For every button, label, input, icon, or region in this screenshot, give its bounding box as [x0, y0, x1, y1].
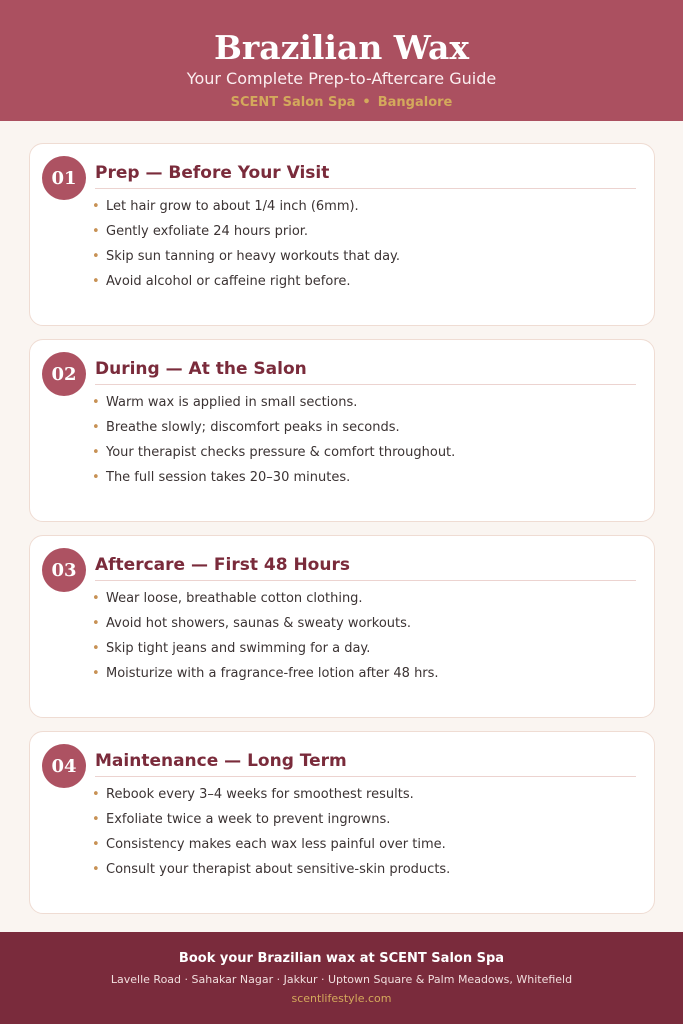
list-item-text: Avoid alcohol or caffeine right before.	[106, 274, 351, 289]
section-divider	[95, 384, 636, 385]
list-item	[92, 810, 450, 835]
location-list: Lavelle Road · Sahakar Nagar · Jakkur · Uptown Square & Palm Meadows, Whitefield	[110, 973, 573, 986]
list-item-text: The full session takes 20–30 minutes.	[106, 470, 351, 485]
list-item-text: Warm wax is applied in small sections.	[106, 395, 358, 410]
bullet-icon: •	[92, 616, 100, 631]
section-divider	[95, 188, 636, 189]
bullet-icon: •	[92, 224, 100, 239]
list-item-text: Breathe slowly; discomfort peaks in seconds.	[106, 420, 400, 435]
header-banner	[0, 0, 683, 121]
list-item	[92, 272, 400, 297]
brand-line	[0, 94, 683, 112]
list-item	[92, 664, 439, 689]
bullet-icon: •	[92, 199, 100, 214]
list-item-text: Avoid hot showers, saunas & sweaty workouts.	[106, 616, 412, 631]
bullet-icon: •	[92, 666, 100, 681]
section-divider	[95, 776, 636, 777]
step-number-badge: 01	[42, 156, 86, 200]
list-item-text: Let hair grow to about 1/4 inch (6mm).	[106, 199, 359, 214]
section-card-maintenance	[29, 731, 655, 914]
bullet-icon: •	[92, 862, 100, 877]
bullet-icon: •	[92, 470, 100, 485]
bullet-icon: •	[92, 641, 100, 656]
list-item-text: Consult your therapist about sensitive-skin products.	[106, 862, 451, 877]
footer-banner	[0, 932, 683, 1024]
bullet-icon: •	[92, 420, 100, 435]
step-number-badge: 03	[42, 548, 86, 592]
list-item-text: Moisturize with a fragrance-free lotion after 48 hrs.	[106, 666, 439, 681]
list-item	[92, 639, 439, 664]
bullet-icon: •	[92, 249, 100, 264]
list-item	[92, 860, 450, 885]
list-item	[92, 247, 400, 272]
list-item-text: Your therapist checks pressure & comfort throughout.	[106, 445, 456, 460]
list-item	[92, 589, 439, 614]
step-number-badge: 02	[42, 352, 86, 396]
bullet-icon: •	[92, 837, 100, 852]
section-title: Maintenance — Long Term	[95, 751, 347, 771]
page-title: Brazilian Wax	[213, 28, 470, 67]
section-divider	[95, 580, 636, 581]
bullet-icon: •	[92, 812, 100, 827]
step-number-badge: 04	[42, 744, 86, 788]
tip-list	[92, 197, 400, 297]
bullet-icon: •	[92, 445, 100, 460]
section-card-aftercare	[29, 535, 655, 718]
list-item	[92, 785, 450, 810]
list-item-text: Wear loose, breathable cotton clothing.	[106, 591, 363, 606]
bullet-icon: •	[92, 787, 100, 802]
tip-list	[92, 785, 450, 885]
list-item-text: Consistency makes each wax less painful over time.	[106, 837, 446, 852]
brand-city: Bangalore	[377, 95, 453, 110]
list-item	[92, 222, 400, 247]
list-item	[92, 835, 450, 860]
tip-list	[92, 393, 455, 493]
section-title: During — At the Salon	[95, 359, 307, 379]
booking-cta: Book your Brazilian wax at SCENT Salon Spa	[178, 951, 505, 966]
list-item-text: Rebook every 3–4 weeks for smoothest results.	[106, 787, 414, 802]
list-item	[92, 197, 400, 222]
list-item-text: Skip sun tanning or heavy workouts that day.	[106, 249, 401, 264]
brand-name: SCENT Salon Spa	[230, 95, 356, 110]
list-item	[92, 443, 455, 468]
section-card-prep	[29, 143, 655, 326]
section-card-during	[29, 339, 655, 522]
website-link[interactable]: scentlifestyle.com	[291, 992, 392, 1005]
list-item	[92, 614, 439, 639]
bullet-icon: •	[92, 591, 100, 606]
tip-list	[92, 589, 439, 689]
bullet-icon: •	[92, 395, 100, 410]
list-item-text: Gently exfoliate 24 hours prior.	[106, 224, 309, 239]
bullet-icon: •	[92, 274, 100, 289]
section-title: Prep — Before Your Visit	[95, 163, 330, 183]
list-item	[92, 468, 455, 493]
section-title: Aftercare — First 48 Hours	[95, 555, 350, 575]
brand-separator: •	[362, 95, 371, 110]
list-item-text: Skip tight jeans and swimming for a day.	[106, 641, 371, 656]
list-item	[92, 418, 455, 443]
page-subtitle: Your Complete Prep-to-Aftercare Guide	[186, 69, 497, 88]
list-item-text: Exfoliate twice a week to prevent ingrowns.	[106, 812, 391, 827]
list-item	[92, 393, 455, 418]
